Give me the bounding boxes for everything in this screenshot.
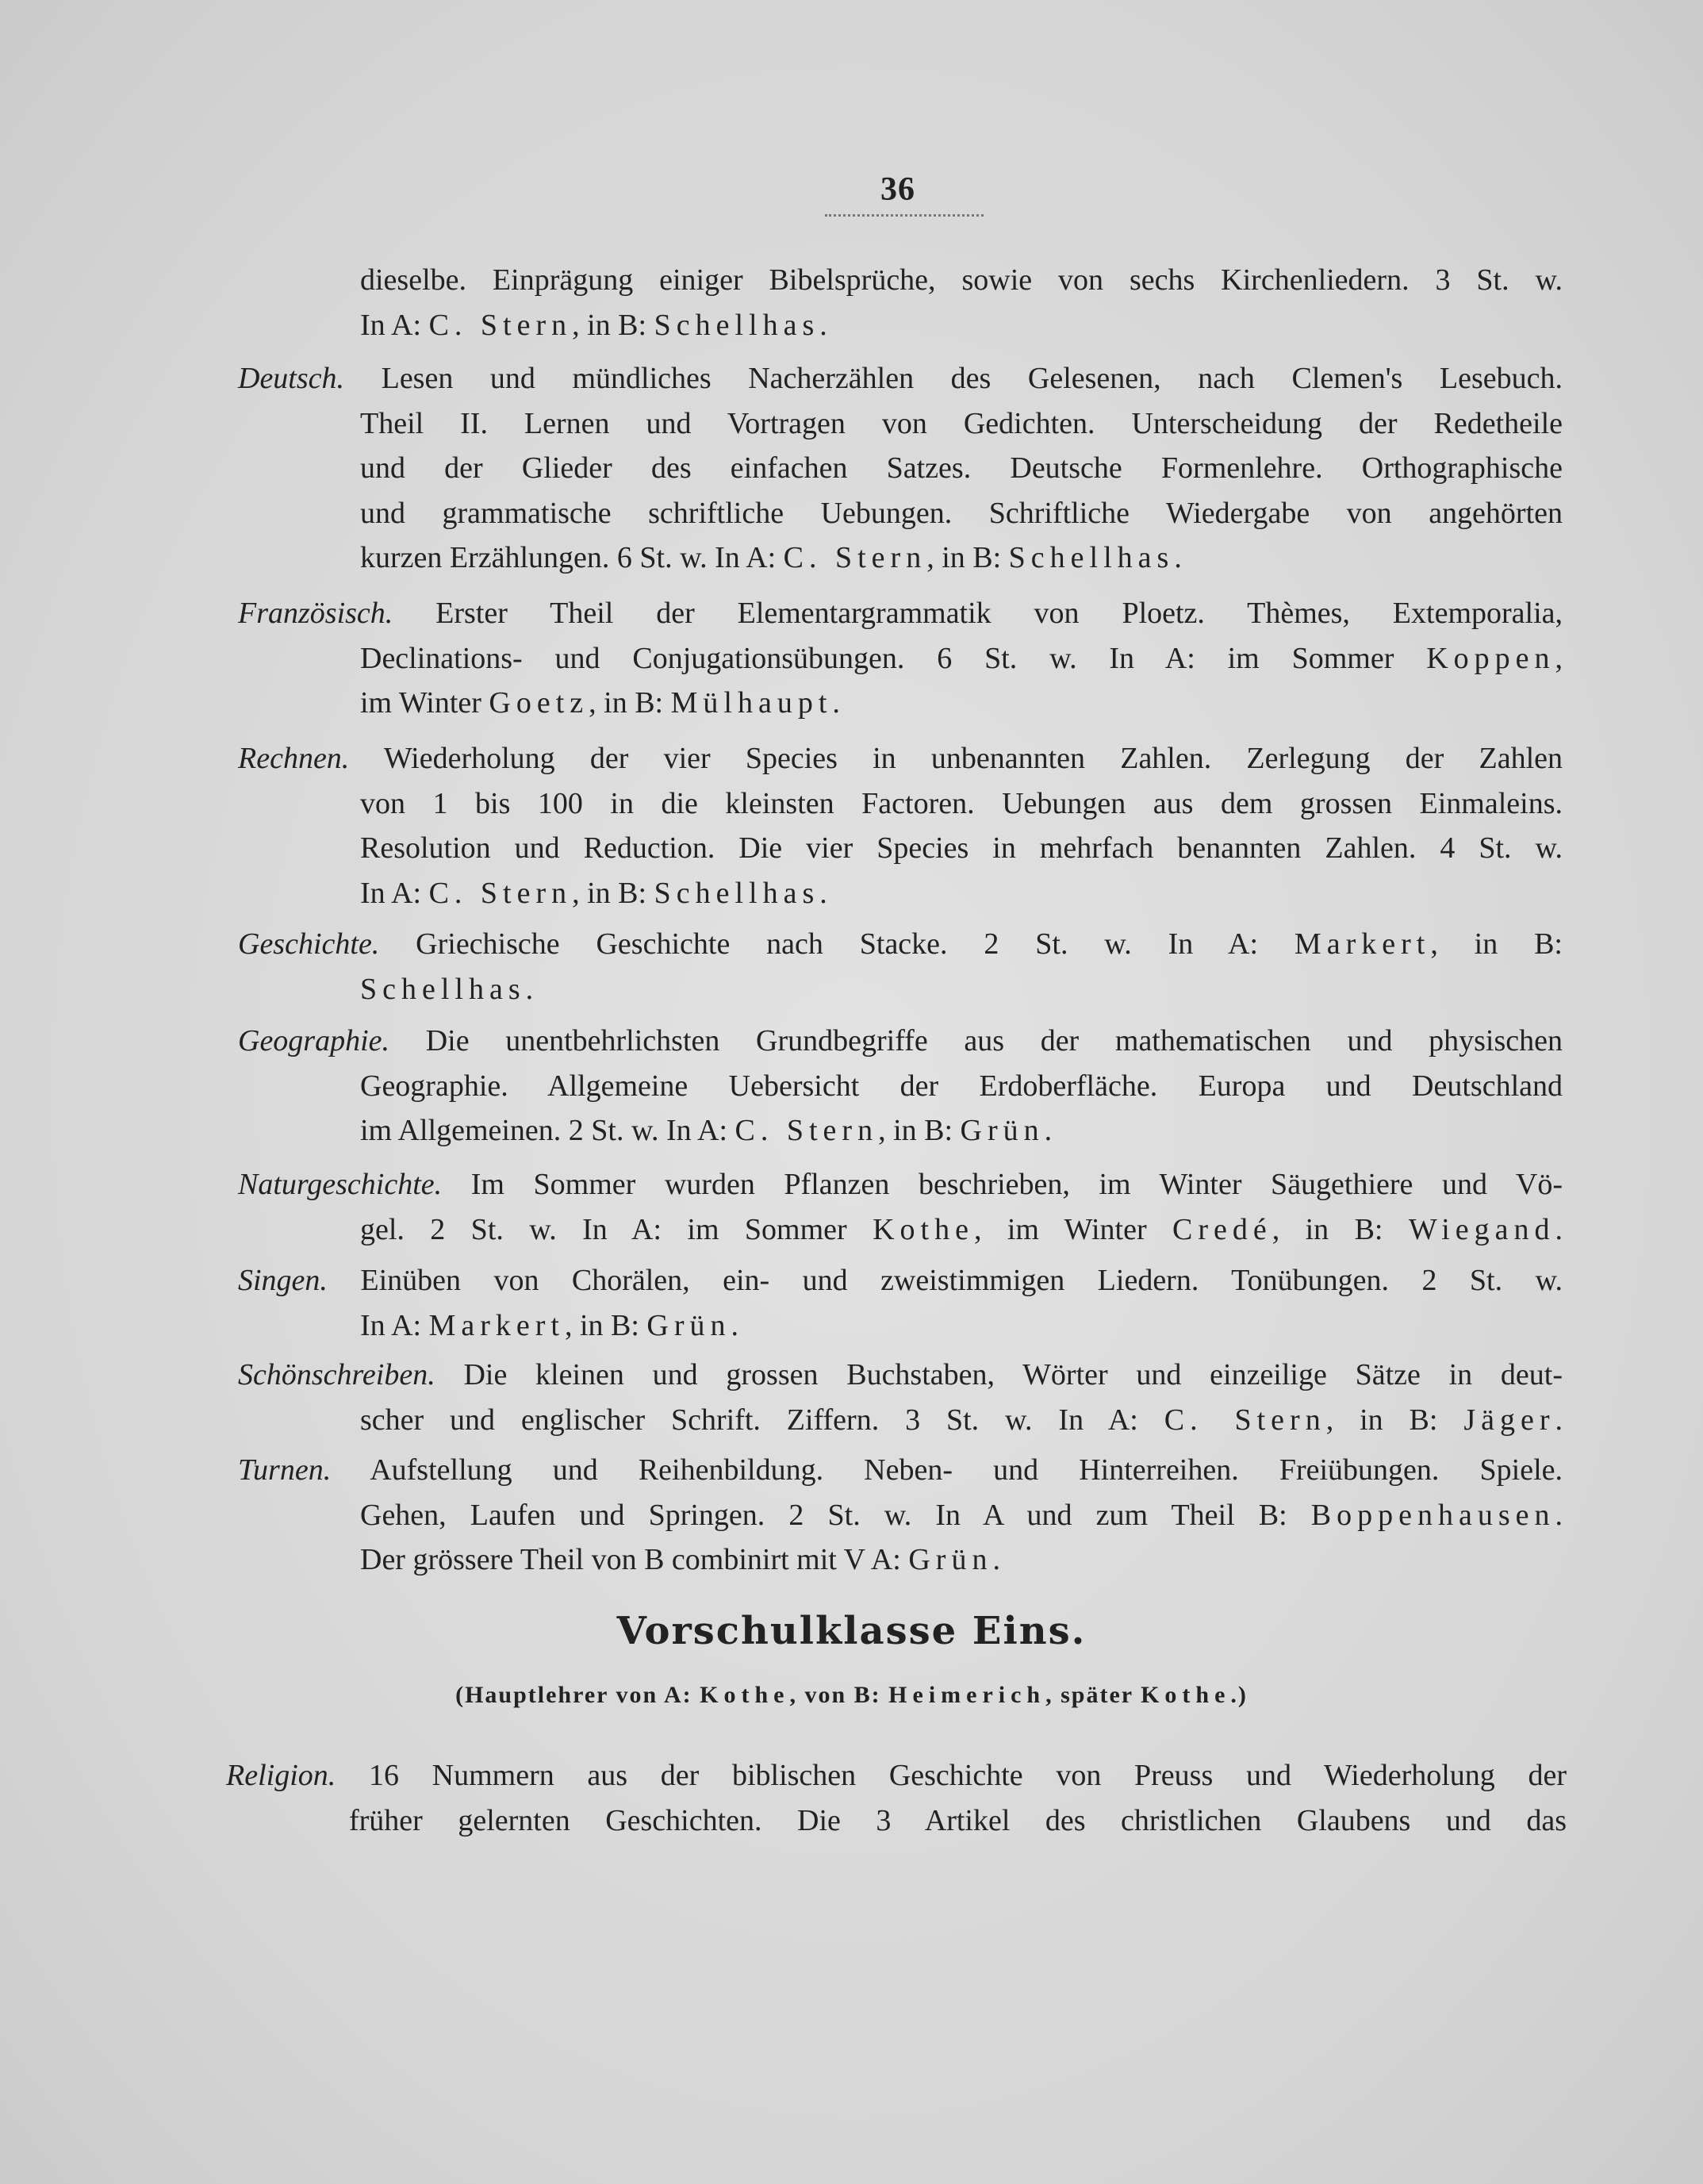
text-line: Deutsch. Lesen und mündliches Nacherzählen des Gelesenen, nach Clemen's Lesebuch. xyxy=(238,362,1563,395)
text-line: Geschichte. Griechische Geschichte nach Stacke. 2 St. w. In A: Markert, in B: xyxy=(238,927,1563,961)
text-line: Declinations- und Conjugationsübungen. 6 St. w. In A: im Sommer Koppen, xyxy=(360,641,1563,675)
section-heading: Vorschulklasse Eins. xyxy=(616,1609,1087,1653)
teacher-name: Grün xyxy=(908,1543,993,1576)
teacher-name: Schellhas xyxy=(1008,541,1175,574)
text-line: scher und englischer Schrift. Ziffern. 3 St. w. In A: C. Stern, in B: Jäger. xyxy=(360,1403,1563,1437)
page-number-ornament xyxy=(825,214,984,225)
subject-label: Geographie. xyxy=(238,1024,390,1057)
text-line: Turnen. Aufstellung und Reihenbildung. Neben- und Hinterreihen. Freiübungen. Spiele. xyxy=(238,1453,1563,1487)
teacher-name: C. Stern xyxy=(428,308,573,342)
text-line: Geographie. Die unentbehrlichsten Grundbegriffe aus der mathematischen und physischen xyxy=(238,1024,1563,1057)
subject-label: Singen. xyxy=(238,1264,328,1297)
teacher-name: C. Stern xyxy=(783,541,927,574)
teacher-name: Wiegand xyxy=(1408,1212,1555,1246)
text-line: kurzen Erzählungen. 6 St. w. In A: C. Stern, in B: Schellhas. xyxy=(360,541,1182,574)
text-line: Theil II. Lernen und Vortragen von Gedichten. Unterscheidung der Redetheile xyxy=(360,406,1563,440)
subject-turnen xyxy=(238,1448,1563,1583)
text-line: Schellhas. xyxy=(360,972,534,1006)
text-line: Gehen, Laufen und Springen. 2 St. w. In A und zum Theil B: Boppenhausen. xyxy=(360,1498,1563,1532)
teacher-name: Grün xyxy=(646,1308,731,1342)
text-line: Rechnen. Wiederholung der vier Species in unbenannten Zahlen. Zerlegung der Zahlen xyxy=(238,742,1563,775)
text-line: Geographie. Allgemeine Uebersicht der Erdoberfläche. Europa und Deutschland xyxy=(360,1069,1563,1103)
teacher-name: Kothe xyxy=(700,1682,790,1708)
teacher-name: Grün xyxy=(960,1114,1045,1147)
subject-naturgeschichte xyxy=(238,1162,1563,1252)
teacher-name: Schellhas xyxy=(360,972,526,1006)
text-line: In A: C. Stern, in B: Schellhas. xyxy=(360,308,827,342)
teacher-name: Heimerich xyxy=(888,1682,1046,1708)
teacher-name: Kothe xyxy=(873,1212,974,1246)
text-line: gel. 2 St. w. In A: im Sommer Kothe, im Winter Credé, in B: Wiegand. xyxy=(360,1212,1563,1246)
text-line: von 1 bis 100 in die kleinsten Factoren. Uebungen aus dem grossen Einmaleins. xyxy=(360,786,1563,820)
teacher-name: Goetz xyxy=(489,686,589,720)
subject-label: Schönschreiben. xyxy=(238,1358,435,1391)
subject-label: Turnen. xyxy=(238,1453,332,1487)
text-line: Singen. Einüben von Chorälen, ein- und zweistimmigen Liedern. Tonübungen. 2 St. w. xyxy=(238,1264,1563,1297)
subject-deutsch xyxy=(238,356,1563,581)
subject-label: Naturgeschichte. xyxy=(238,1168,443,1201)
subject-label: Deutsch. xyxy=(238,362,345,395)
text-line: Schönschreiben. Die kleinen und grossen Buchstaben, Wörter und einzeilige Sätze in deut- xyxy=(238,1358,1563,1391)
text-line: und grammatische schriftliche Uebungen. Schriftliche Wiedergabe von angehörten xyxy=(360,496,1563,530)
text-line: Religion. 16 Nummern aus der biblischen Geschichte von Preuss und Wiederholung der xyxy=(226,1759,1567,1792)
subject-label: Französisch. xyxy=(238,597,393,630)
text-line: Naturgeschichte. Im Sommer wurden Pflanzen beschrieben, im Winter Säugethiere und Vö- xyxy=(238,1168,1563,1201)
subject-geographie xyxy=(238,1019,1563,1153)
text-line: Resolution und Reduction. Die vier Species in mehrfach benannten Zahlen. 4 St. w. xyxy=(360,831,1563,865)
teacher-name: Markert xyxy=(1294,927,1431,961)
teacher-name: Markert xyxy=(428,1308,565,1342)
teacher-name: Schellhas xyxy=(654,308,820,342)
subject-religion xyxy=(226,1753,1567,1843)
teacher-name: Credé xyxy=(1172,1212,1272,1246)
subject-label: Geschichte. xyxy=(238,927,380,961)
subject-schoenschreiben xyxy=(238,1353,1563,1442)
text-line: Der grössere Theil von B combinirt mit V A: Grün. xyxy=(360,1543,1000,1576)
text-line: im Winter Goetz, in B: Mülhaupt. xyxy=(360,686,840,720)
teacher-name: C. Stern xyxy=(1164,1403,1326,1437)
text-line: und der Glieder des einfachen Satzes. Deutsche Formenlehre. Orthographische xyxy=(360,451,1563,485)
teacher-name: Mülhaupt xyxy=(670,686,833,720)
text-line: In A: C. Stern, in B: Schellhas. xyxy=(360,876,827,910)
teacher-name: Boppenhausen xyxy=(1310,1498,1555,1532)
teacher-name: C. Stern xyxy=(428,876,573,910)
text-line: In A: Markert, in B: Grün. xyxy=(360,1308,739,1342)
text-line: dieselbe. Einprägung einiger Bibelsprüche, sowie von sechs Kirchenliedern. 3 St. w. xyxy=(360,263,1563,297)
page-number: 36 xyxy=(880,171,915,208)
teacher-name: Schellhas xyxy=(654,876,820,910)
teacher-name: C. Stern xyxy=(735,1114,879,1147)
subject-geschichte xyxy=(238,922,1563,1011)
section-subheading: (Hauptlehrer von A: Kothe, von B: Heimerich, später Kothe.) xyxy=(455,1682,1248,1708)
subject-singen xyxy=(238,1258,1563,1348)
subject-franzoesisch xyxy=(238,591,1563,726)
text-line: früher gelernten Geschichten. Die 3 Artikel des christlichen Glaubens und das xyxy=(349,1803,1567,1837)
subject-rechnen xyxy=(238,736,1563,915)
subject-label: Rechnen. xyxy=(238,742,350,775)
intro-paragraph xyxy=(238,258,1563,347)
teacher-name: Koppen xyxy=(1426,641,1555,675)
subject-label: Religion. xyxy=(226,1759,336,1792)
teacher-name: Kothe xyxy=(1141,1682,1231,1708)
text-line: im Allgemeinen. 2 St. w. In A: C. Stern, in B: Grün. xyxy=(360,1114,1053,1147)
teacher-name: Jäger xyxy=(1463,1403,1555,1437)
text-line: Französisch. Erster Theil der Elementargrammatik von Ploetz. Thèmes, Extemporalia, xyxy=(238,597,1563,630)
